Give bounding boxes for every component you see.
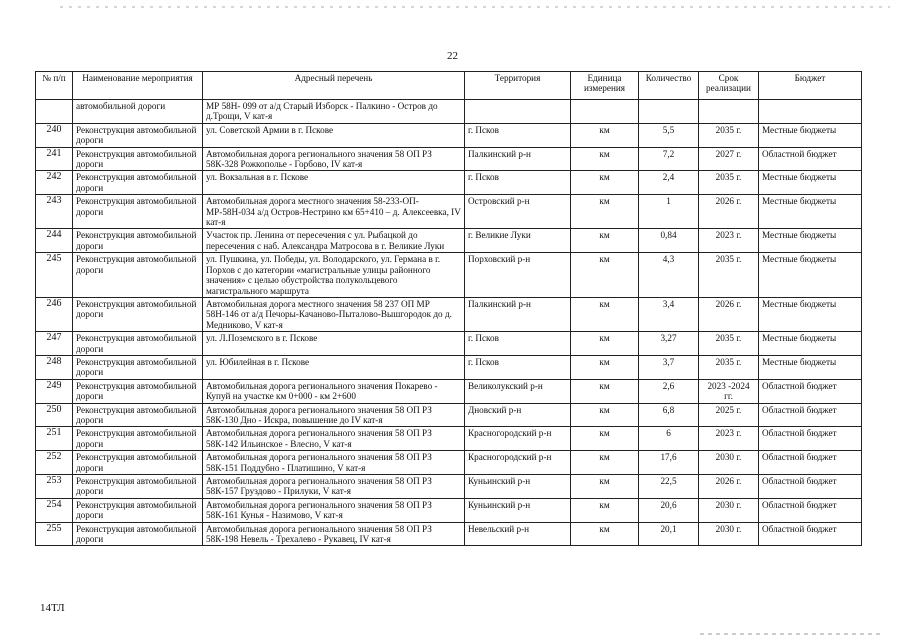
table-row	[36, 123, 862, 147]
cell-qty: 4,3	[639, 253, 699, 298]
cell-budget: Областной бюджет	[759, 475, 862, 499]
cell-territory: Островский р-н	[465, 195, 571, 229]
cell-qty: 5,5	[639, 123, 699, 147]
cell-territory: Красногородский р-н	[465, 427, 571, 451]
cell-qty: 2,4	[639, 171, 699, 195]
cell-term: 2030 г.	[699, 451, 759, 475]
header-budget: Бюджет	[759, 72, 862, 100]
header-num: № п/п	[36, 72, 73, 100]
table-row	[36, 332, 862, 356]
table-row	[36, 498, 862, 522]
cell-name: Реконструкция автомобильной дороги	[73, 403, 203, 427]
cell-territory: Порховский р-н	[465, 253, 571, 298]
cell-qty: 22,5	[639, 475, 699, 499]
cell-budget: Областной бюджет	[759, 379, 862, 403]
header-territory: Территория	[465, 72, 571, 100]
table-row	[36, 297, 862, 331]
cell-unit: км	[571, 403, 639, 427]
cell-name: Реконструкция автомобильной дороги	[73, 475, 203, 499]
cell-term: 2030 г.	[699, 498, 759, 522]
cell-name: Реконструкция автомобильной дороги	[73, 498, 203, 522]
cell-budget: Местные бюджеты	[759, 297, 862, 331]
cell-territory: Великолукский р-н	[465, 379, 571, 403]
cell-num: 244	[36, 229, 73, 253]
cell-budget: Областной бюджет	[759, 147, 862, 171]
cell-unit: км	[571, 427, 639, 451]
cell-address: ул. Юбилейная в г. Пскове	[203, 355, 465, 379]
cell-address: Автомобильная дорога регионального значения 58 ОП РЗ 58К-157 Груздово - Прилуки, V кат-я	[203, 475, 465, 499]
cell-term: 2023 г.	[699, 427, 759, 451]
cell-qty: 0,84	[639, 229, 699, 253]
cell-budget: Областной бюджет	[759, 522, 862, 546]
cell-budget: Местные бюджеты	[759, 123, 862, 147]
cell-budget: Местные бюджеты	[759, 355, 862, 379]
cell-unit	[571, 100, 639, 124]
cell-budget: Местные бюджеты	[759, 332, 862, 356]
cell-name: Реконструкция автомобильной дороги	[73, 253, 203, 298]
cell-qty: 3,4	[639, 297, 699, 331]
cell-address: ул. Советской Армии в г. Пскове	[203, 123, 465, 147]
cell-num: 252	[36, 451, 73, 475]
table-row	[36, 475, 862, 499]
cell-num: 253	[36, 475, 73, 499]
cell-name: Реконструкция автомобильной дороги	[73, 195, 203, 229]
document-code: 14ТЛ	[40, 602, 65, 614]
cell-unit: км	[571, 451, 639, 475]
cell-budget: Областной бюджет	[759, 498, 862, 522]
cell-term: 2026 г.	[699, 475, 759, 499]
cell-address: ул. Л.Поземского в г. Пскове	[203, 332, 465, 356]
cell-name: Реконструкция автомобильной дороги	[73, 451, 203, 475]
cell-unit: км	[571, 297, 639, 331]
cell-qty: 6,8	[639, 403, 699, 427]
table-row	[36, 195, 862, 229]
cell-qty: 6	[639, 427, 699, 451]
cell-qty: 7,2	[639, 147, 699, 171]
cell-num: 254	[36, 498, 73, 522]
cell-budget: Местные бюджеты	[759, 195, 862, 229]
cell-term: 2035 г.	[699, 332, 759, 356]
cell-name: Реконструкция автомобильной дороги	[73, 171, 203, 195]
cell-address: ул. Пушкина, ул. Победы, ул. Володарского, ул. Германа в г. Порхов с до категории «магистральные улицы районного значения» с целью обустройства полукольцевого магистрального маршрута	[203, 253, 465, 298]
cell-num: 250	[36, 403, 73, 427]
cell-address: Автомобильная дорога регионального значения 58 ОП РЗ 58К-328 Рожкополье - Горбово, IV кат-я	[203, 147, 465, 171]
cell-territory: Палкинский р-н	[465, 147, 571, 171]
cell-name: Реконструкция автомобильной дороги	[73, 522, 203, 546]
cell-num: 249	[36, 379, 73, 403]
cell-unit: км	[571, 123, 639, 147]
cell-qty: 2,6	[639, 379, 699, 403]
cell-unit: км	[571, 195, 639, 229]
table-row	[36, 147, 862, 171]
cell-address: Автомобильная дорога регионального значения 58 ОП РЗ 58К-198 Невель - Трехалево - Рукавец, IV кат-я	[203, 522, 465, 546]
cell-territory: г. Великие Луки	[465, 229, 571, 253]
cell-address: Автомобильная дорога регионального значения 58 ОП РЗ 58К-130 Дно - Искра, повышение до IV кат-я	[203, 403, 465, 427]
cell-name: Реконструкция автомобильной дороги	[73, 229, 203, 253]
cell-term: 2035 г.	[699, 253, 759, 298]
table-row	[36, 451, 862, 475]
cell-territory: Дновский р-н	[465, 403, 571, 427]
cell-unit: км	[571, 171, 639, 195]
table-row	[36, 355, 862, 379]
cell-budget: Местные бюджеты	[759, 253, 862, 298]
cell-term: 2035 г.	[699, 123, 759, 147]
cell-qty: 17,6	[639, 451, 699, 475]
table-row	[36, 171, 862, 195]
cell-term: 2023 г.	[699, 229, 759, 253]
table-row	[36, 229, 862, 253]
cell-unit: км	[571, 229, 639, 253]
cell-name: Реконструкция автомобильной дороги	[73, 379, 203, 403]
cell-qty	[639, 100, 699, 124]
cell-territory: Куньинский р-н	[465, 498, 571, 522]
cell-num: 255	[36, 522, 73, 546]
cell-budget: Местные бюджеты	[759, 171, 862, 195]
cell-unit: км	[571, 522, 639, 546]
cell-num: 243	[36, 195, 73, 229]
cell-address: МР 58Н- 099 от а/д Старый Изборск - Палкино - Остров до д.Трощи, V кат-я	[203, 100, 465, 124]
cell-name: Реконструкция автомобильной дороги	[73, 427, 203, 451]
header-qty: Количество	[639, 72, 699, 100]
cell-term: 2035 г.	[699, 355, 759, 379]
cell-num: 251	[36, 427, 73, 451]
table-row-continuation	[36, 100, 862, 124]
cell-address: Автомобильная дорога регионального значения 58 ОП РЗ 58К-161 Кунья - Назимово, V кат-я	[203, 498, 465, 522]
cell-budget: Областной бюджет	[759, 427, 862, 451]
table-row	[36, 427, 862, 451]
cell-territory: г. Псков	[465, 123, 571, 147]
table-row	[36, 253, 862, 298]
cell-territory: г. Псков	[465, 355, 571, 379]
cell-territory: г. Псков	[465, 332, 571, 356]
cell-unit: км	[571, 355, 639, 379]
cell-term: 2025 г.	[699, 403, 759, 427]
page-number: 22	[447, 50, 458, 62]
cell-qty: 3,27	[639, 332, 699, 356]
cell-unit: км	[571, 147, 639, 171]
cell-address: Автомобильная дорога регионального значения 58 ОП РЗ 58К-151 Поддубно - Платишино, V кат-я	[203, 451, 465, 475]
cell-term: 2027 г.	[699, 147, 759, 171]
header-unit: Единица измерения	[571, 72, 639, 100]
cell-qty: 3,7	[639, 355, 699, 379]
cell-qty: 20,6	[639, 498, 699, 522]
cell-budget: Местные бюджеты	[759, 229, 862, 253]
cell-name: Реконструкция автомобильной дороги	[73, 332, 203, 356]
cell-term: 2030 г.	[699, 522, 759, 546]
cell-unit: км	[571, 332, 639, 356]
cell-num: 242	[36, 171, 73, 195]
cell-unit: км	[571, 253, 639, 298]
table-row	[36, 403, 862, 427]
cell-name: автомобильной дороги	[73, 100, 203, 124]
table-row	[36, 522, 862, 546]
cell-address: Автомобильная дорога местного значения 58-233-ОП-МР-58Н-034 а/д Остров-Нестрино км 65+410 – д. Алексеевка, IV кат-я	[203, 195, 465, 229]
cell-territory: Куньинский р-н	[465, 475, 571, 499]
cell-name: Реконструкция автомобильной дороги	[73, 297, 203, 331]
cell-name: Реконструкция автомобильной дороги	[73, 147, 203, 171]
cell-name: Реконструкция автомобильной дороги	[73, 123, 203, 147]
cell-num: 246	[36, 297, 73, 331]
cell-qty: 20,1	[639, 522, 699, 546]
header-name: Наименование мероприятия	[73, 72, 203, 100]
table-row	[36, 379, 862, 403]
cell-term	[699, 100, 759, 124]
roads-table	[35, 71, 862, 546]
cell-territory: Невельский р-н	[465, 522, 571, 546]
cell-num: 240	[36, 123, 73, 147]
cell-term: 2026 г.	[699, 297, 759, 331]
scan-noise-top	[60, 6, 890, 8]
scan-noise-bottom	[700, 633, 880, 635]
cell-num	[36, 100, 73, 124]
cell-territory	[465, 100, 571, 124]
cell-unit: км	[571, 379, 639, 403]
cell-term: 2026 г.	[699, 195, 759, 229]
cell-num: 247	[36, 332, 73, 356]
header-address: Адресный перечень	[203, 72, 465, 100]
cell-budget: Областной бюджет	[759, 403, 862, 427]
cell-territory: г. Псков	[465, 171, 571, 195]
cell-term: 2035 г.	[699, 171, 759, 195]
cell-num: 245	[36, 253, 73, 298]
cell-unit: км	[571, 498, 639, 522]
cell-territory: Красногородский р-н	[465, 451, 571, 475]
cell-term: 2023 -2024 гг.	[699, 379, 759, 403]
header-term: Срок реализации	[699, 72, 759, 100]
cell-address: Автомобильная дорога регионального значения Покарево - Купуй на участке км 0+000 - км 2+600	[203, 379, 465, 403]
cell-unit: км	[571, 475, 639, 499]
cell-name: Реконструкция автомобильной дороги	[73, 355, 203, 379]
cell-address: ул. Вокзальная в г. Пскове	[203, 171, 465, 195]
cell-territory: Палкинский р-н	[465, 297, 571, 331]
cell-budget	[759, 100, 862, 124]
cell-address: Участок пр. Ленина от пересечения с ул. Рыбацкой до пересечения с наб. Александра Матросова в г. Великие Луки	[203, 229, 465, 253]
cell-num: 241	[36, 147, 73, 171]
cell-address: Автомобильная дорога регионального значения 58 ОП РЗ 58К-142 Ильинское - Влесно, V кат-я	[203, 427, 465, 451]
table-header-row	[36, 72, 862, 100]
cell-address: Автомобильная дорога местного значения 58 237 ОП МР 58Н-146 от а/д Печоры-Качаново-Пыталово-Вышгородок до д. Медниково, V кат-я	[203, 297, 465, 331]
cell-budget: Областной бюджет	[759, 451, 862, 475]
cell-qty: 1	[639, 195, 699, 229]
cell-num: 248	[36, 355, 73, 379]
